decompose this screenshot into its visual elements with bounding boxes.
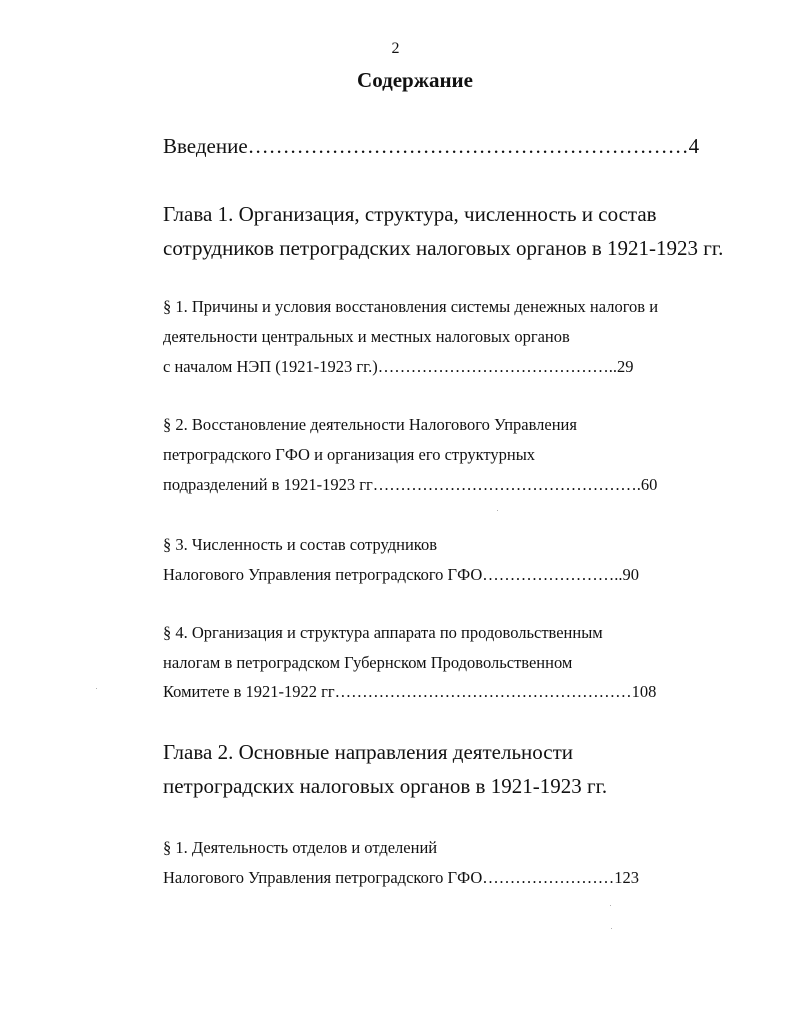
toc-ch2-section-1-line-1: § 1. Деятельность отделов и отделений [163, 838, 438, 857]
page-number: 2 [391, 40, 400, 57]
toc-ch1-section-4-line-2: налогам в петроградском Губернском Продовольственном [163, 653, 573, 672]
toc-ch1-section-3-line-1: § 3. Численность и состав сотрудников [163, 535, 438, 554]
toc-chapter-2-line-2: петроградских налоговых органов в 1921-1923 гг. [163, 774, 608, 798]
toc-ch1-section-3-line-2: Налогового Управления петроградского ГФО……………………..90 [163, 565, 640, 584]
toc-ch1-section-1-line-2: деятельности центральных и местных налоговых органов [163, 327, 570, 346]
toc-ch1-section-1-line-3: с началом НЭП (1921-1923 гг.)……………………………………..29 [163, 357, 634, 376]
toc-chapter-1-line-1: Глава 1. Организация, структура, численность и состав [163, 202, 657, 226]
toc-ch1-section-4-line-1: § 4. Организация и структура аппарата по продовольственным [163, 623, 603, 642]
toc-ch1-section-2-line-1: § 2. Восстановление деятельности Налогового Управления [163, 415, 577, 434]
toc-chapter-1-line-2: сотрудников петроградских налоговых органов в 1921-1923 гг. [163, 236, 724, 260]
toc-ch1-section-4-line-3: Комитете в 1921-1922 гг………………………………………………108 [163, 682, 657, 701]
toc-ch2-section-1-line-2: Налогового Управления петроградского ГФО……………………123 [163, 868, 640, 887]
toc-title: Содержание [357, 68, 473, 92]
toc-ch1-section-1-line-1: § 1. Причины и условия восстановления системы денежных налогов и [163, 297, 659, 316]
toc-chapter-2-line-1: Глава 2. Основные направления деятельности [163, 740, 574, 764]
toc-entry-introduction: Введение………………………………………………………4 [163, 134, 700, 158]
toc-ch1-section-2-line-3: подразделений в 1921-1923 гг………………………………………….60 [163, 475, 658, 494]
toc-ch1-section-2-line-2: петроградского ГФО и организация его структурных [163, 445, 536, 464]
